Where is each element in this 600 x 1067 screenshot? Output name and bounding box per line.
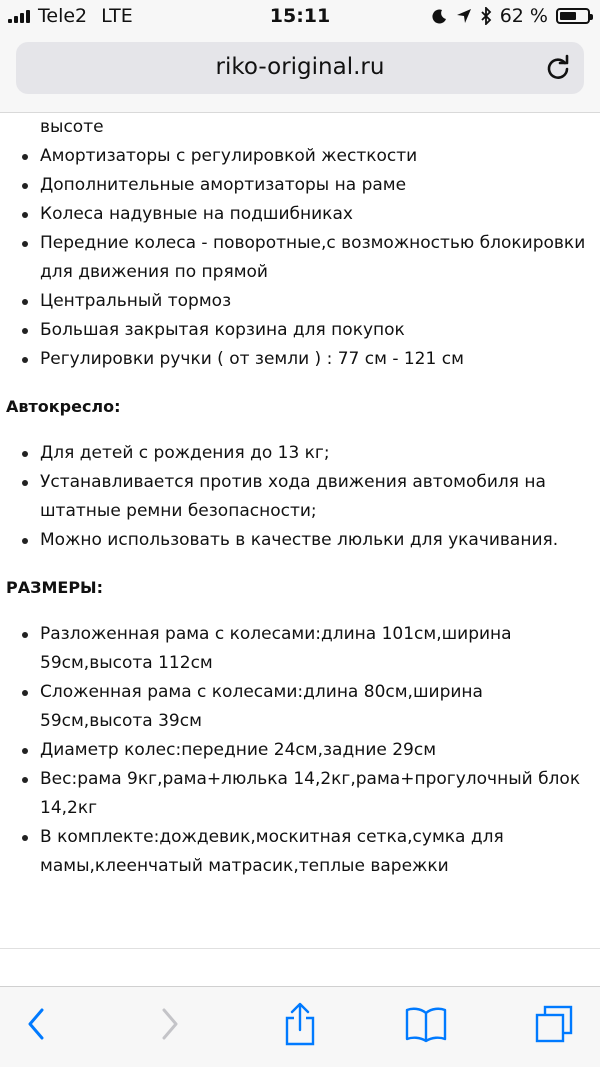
list-item: Колеса надувные на подшибниках (0, 200, 600, 229)
battery-icon (556, 8, 590, 24)
list-item: Передние колеса - поворотные,с возможностью блокировки (0, 229, 600, 258)
carrier-name: Tele2 (38, 5, 88, 27)
tabs-button[interactable] (526, 1001, 582, 1047)
list-item: высоте (40, 117, 104, 137)
bluetooth-icon (480, 7, 492, 25)
bookmarks-button[interactable] (398, 1001, 454, 1047)
list-item: штатные ремни безопасности; (40, 501, 317, 521)
list-item: Дополнительные амортизаторы на раме (0, 171, 600, 200)
divider (0, 948, 600, 949)
browser-toolbar (0, 986, 600, 1067)
tabs-icon[interactable] (533, 1004, 575, 1044)
list-item: Сложенная рама с колесами:длина 80см,ширина (0, 678, 600, 707)
status-bar (0, 0, 600, 34)
browser-header (0, 34, 600, 113)
url-text: riko-original.ru (215, 54, 385, 80)
share-icon[interactable] (283, 1002, 317, 1046)
location-icon (456, 8, 472, 24)
battery-percent: 62 % (499, 5, 548, 27)
list-item: Устанавливается против хода движения автомобиля на (0, 468, 600, 497)
bookmarks-icon[interactable] (404, 1005, 448, 1043)
list-item: 59см,высота 39см (40, 711, 202, 731)
carseat-heading: Автокресло: (6, 397, 121, 416)
list-item: Регулировки ручки ( от земли ) : 77 см - 121 см (0, 345, 600, 374)
list-item: мамы,клеенчатый матрасик,теплые варежки (40, 856, 449, 876)
list-item: В комплекте:дождевик,москитная сетка,сумка для (0, 823, 600, 852)
forward-icon[interactable] (160, 1007, 180, 1041)
list-item: Разложенная рама с колесами:длина 101см,ширина (0, 620, 600, 649)
reload-icon[interactable] (544, 54, 572, 82)
share-button[interactable] (272, 1001, 328, 1047)
list-item: Вес:рама 9кг,рама+люлька 14,2кг,рама+прогулочный блок (0, 765, 600, 794)
clock: 15:11 (269, 5, 331, 27)
list-item: Можно использовать в качестве люльки для укачивания. (0, 526, 600, 555)
list-item: для движения по прямой (40, 262, 268, 282)
list-item: Для детей с рождения до 13 кг; (0, 439, 600, 468)
moon-icon (432, 8, 448, 24)
forward-button[interactable] (142, 1001, 198, 1047)
back-icon[interactable] (26, 1007, 46, 1041)
sizes-list (0, 620, 600, 881)
network-type: LTE (101, 5, 133, 27)
sizes-heading: РАЗМЕРЫ: (6, 578, 104, 597)
back-button[interactable] (8, 1001, 64, 1047)
list-item: Амортизаторы с регулировкой жесткости (0, 142, 600, 171)
address-bar[interactable] (16, 42, 584, 94)
page-content (0, 113, 600, 983)
carseat-list (0, 439, 600, 555)
list-item: Большая закрытая корзина для покупок (0, 316, 600, 345)
list-item: Диаметр колес:передние 24см,задние 29см (0, 736, 600, 765)
list-item: 14,2кг (40, 798, 98, 818)
list-item: 59см,высота 112см (40, 653, 213, 673)
status-icons (432, 5, 590, 27)
features-list (0, 113, 600, 374)
list-item: Центральный тормоз (0, 287, 600, 316)
